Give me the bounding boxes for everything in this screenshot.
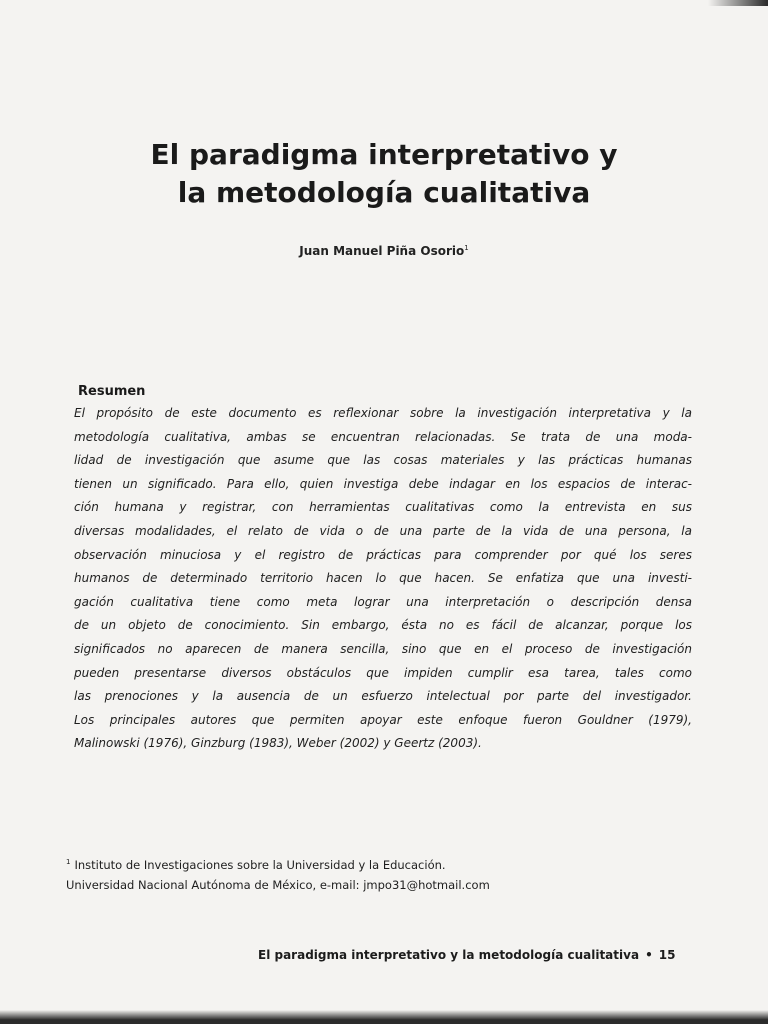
abstract-line: de un objeto de conocimiento. Sin embargo, ésta no es fácil de alcanzar, porque los <box>74 618 692 633</box>
abstract-line: pueden presentarse diversos obstáculos que impiden cumplir esa tarea, tales como <box>74 665 692 680</box>
footer-bullet: • <box>645 948 653 962</box>
footnote-line-1 <box>66 852 490 875</box>
abstract-line: Malinowski (1976), Ginzburg (1983), Weber (2002) y Geertz (2003). <box>74 736 482 751</box>
abstract-heading: Resumen <box>78 384 146 399</box>
author-name: Juan Manuel Piña Osorio <box>299 244 465 258</box>
abstract-line: ción humana y registrar, con herramientas cualitativas como la entrevista en sus <box>74 500 692 515</box>
running-footer-title: El paradigma interpretativo y la metodología cualitativa <box>258 948 640 962</box>
abstract-line: tienen un significado. Para ello, quien investiga debe indagar en los espacios de interac- <box>74 476 692 491</box>
article-title <box>0 136 768 212</box>
abstract-line: metodología cualitativa, ambas se encuentran relacionadas. Se trata de una moda- <box>74 429 692 444</box>
scan-edge-bottom <box>0 1010 768 1024</box>
abstract-line: significados no aparecen de manera sencilla, sino que en el proceso de investigación <box>74 641 692 656</box>
abstract-line: gación cualitativa tiene como meta lograr una interpretación o descripción densa <box>74 594 692 609</box>
abstract-line: humanos de determinado territorio hacen lo que hacen. Se enfatiza que una investi- <box>74 571 692 586</box>
author-byline <box>0 244 768 258</box>
page-number: 15 <box>658 948 676 962</box>
abstract-line: las prenociones y la ausencia de un esfuerzo intelectual por parte del investigador. <box>74 689 692 704</box>
abstract-line: diversas modalidades, el relato de vida o de una parte de la vida de una persona, la <box>74 523 692 538</box>
scan-edge-top <box>708 0 768 6</box>
footnote-mark: 1 <box>66 858 71 866</box>
title-line-2: la metodología cualitativa <box>177 176 591 209</box>
abstract-body <box>74 402 692 756</box>
title-line-1: El paradigma interpretativo y <box>150 138 618 171</box>
author-footnote-mark: 1 <box>464 244 469 252</box>
abstract-line: Los principales autores que permiten apoyar este enfoque fueron Gouldner (1979), <box>74 712 692 727</box>
footnote <box>66 852 490 895</box>
footnote-line-2: Universidad Nacional Autónoma de México, e-mail: jmpo31@hotmail.com <box>66 877 490 892</box>
footnote-affiliation: Instituto de Investigaciones sobre la Universidad y la Educación. <box>74 857 446 872</box>
abstract-line: lidad de investigación que asume que las cosas materiales y las prácticas humanas <box>74 453 692 468</box>
abstract-line: El propósito de este documento es reflexionar sobre la investigación interpretativa y la <box>74 406 692 420</box>
running-footer <box>258 948 675 962</box>
abstract-line: observación minuciosa y el registro de prácticas para comprender por qué los seres <box>74 547 692 562</box>
